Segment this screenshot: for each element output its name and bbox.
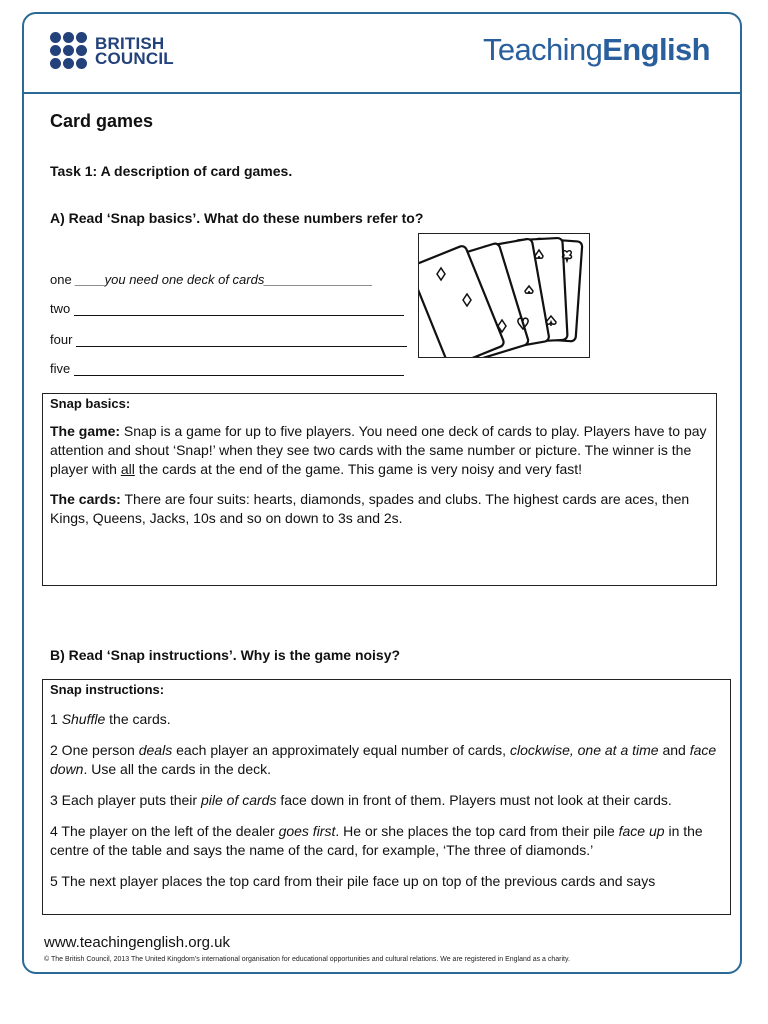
answer-blank[interactable] bbox=[74, 301, 404, 316]
brand-light: Teaching bbox=[482, 32, 603, 67]
snap-basics-heading: Snap basics: bbox=[50, 396, 131, 411]
question-a: A) Read ‘Snap basics’. What do these numbers refer to? bbox=[50, 210, 424, 226]
page-title: Card games bbox=[50, 111, 154, 131]
step-text: each player an approximately equal number of cards, bbox=[172, 742, 510, 758]
fill-row-one bbox=[50, 272, 376, 287]
brand-bold: English bbox=[602, 32, 710, 67]
fill-row-five bbox=[50, 361, 404, 376]
game-label: The game: bbox=[50, 423, 121, 439]
step-text: 3 Each player puts their bbox=[50, 792, 201, 808]
step-text: . Use all the cards in the deck. bbox=[83, 761, 272, 777]
row-word: one bbox=[50, 272, 72, 287]
step-2 bbox=[50, 741, 723, 779]
cards-label: The cards: bbox=[50, 491, 121, 507]
footer-url[interactable]: www.teachingenglish.org.uk bbox=[44, 934, 230, 951]
step-term: pile of cards bbox=[200, 792, 277, 808]
step-4 bbox=[50, 822, 723, 860]
answer-blank[interactable] bbox=[76, 332, 407, 347]
playing-cards-icon bbox=[419, 234, 589, 357]
step-term: face up bbox=[618, 823, 665, 839]
answer-blank[interactable]: ____you need one deck of cards_______________ bbox=[75, 272, 373, 287]
step-term: clockwise, one at a time bbox=[509, 742, 659, 758]
playing-cards-illustration bbox=[418, 233, 590, 358]
step-term: goes first bbox=[278, 823, 336, 839]
fill-row-two bbox=[50, 301, 404, 316]
game-text-2: the cards at the end of the game. This game is very noisy and very fast! bbox=[134, 461, 583, 477]
step-3 bbox=[50, 791, 723, 810]
step-text: the cards. bbox=[105, 711, 171, 727]
logo-line-1: BRITISH bbox=[95, 33, 165, 53]
row-word: four bbox=[50, 332, 73, 347]
header-divider bbox=[24, 92, 740, 94]
step-text: and bbox=[658, 742, 690, 758]
step-term: face down bbox=[50, 742, 717, 777]
game-text-1: Snap is a game for up to five players. You need one deck of cards to play. Players have to pay attention and shout ‘Snap!’ when they see two cards with the same number or picture. The winner is the player with bbox=[50, 423, 707, 477]
row-word: two bbox=[50, 301, 71, 316]
step-term: Shuffle bbox=[61, 711, 106, 727]
step-5: 5 The next player places the top card from their pile face up on top of the previous cards and says bbox=[50, 873, 656, 889]
step-term: deals bbox=[138, 742, 173, 758]
step-text: face down in front of them. Players must not look at their cards. bbox=[276, 792, 672, 808]
answer-blank[interactable] bbox=[74, 361, 404, 376]
step-text: . He or she places the top card from their pile bbox=[335, 823, 619, 839]
snap-basics-box bbox=[42, 393, 717, 586]
fill-row-four bbox=[50, 332, 407, 347]
cards-text: There are four suits: hearts, diamonds, spades and clubs. The highest cards are aces, then Kings, Queens, Jacks, 10s and so on down to 3s and 2s. bbox=[50, 491, 690, 526]
snap-instructions-heading: Snap instructions: bbox=[50, 682, 165, 697]
step-1 bbox=[50, 710, 723, 729]
british-council-logo bbox=[50, 32, 174, 69]
step-text: 2 One person bbox=[50, 742, 139, 758]
teaching-english-logo bbox=[483, 32, 710, 68]
task-heading: Task 1: A description of card games. bbox=[50, 163, 293, 179]
game-paragraph bbox=[50, 422, 709, 479]
game-text-all: all bbox=[120, 461, 135, 477]
step-text: in the centre of the table and says the name of the card, for example, ‘The three of diamonds.’ bbox=[50, 823, 703, 858]
logo-line-2: COUNCIL bbox=[95, 48, 174, 68]
snap-instructions-box bbox=[42, 679, 731, 915]
footer-copyright: © The British Council, 2013 The United Kingdom’s international organisation for educational opportunities and cultural relations. We are registered in England as a charity. bbox=[44, 956, 570, 963]
logo-dots-icon bbox=[50, 32, 87, 69]
question-b: B) Read ‘Snap instructions’. Why is the game noisy? bbox=[50, 647, 401, 663]
cards-paragraph bbox=[50, 490, 709, 528]
row-word: five bbox=[50, 361, 71, 376]
step-text: 1 bbox=[50, 711, 62, 727]
step-text: 4 The player on the left of the dealer bbox=[50, 823, 279, 839]
